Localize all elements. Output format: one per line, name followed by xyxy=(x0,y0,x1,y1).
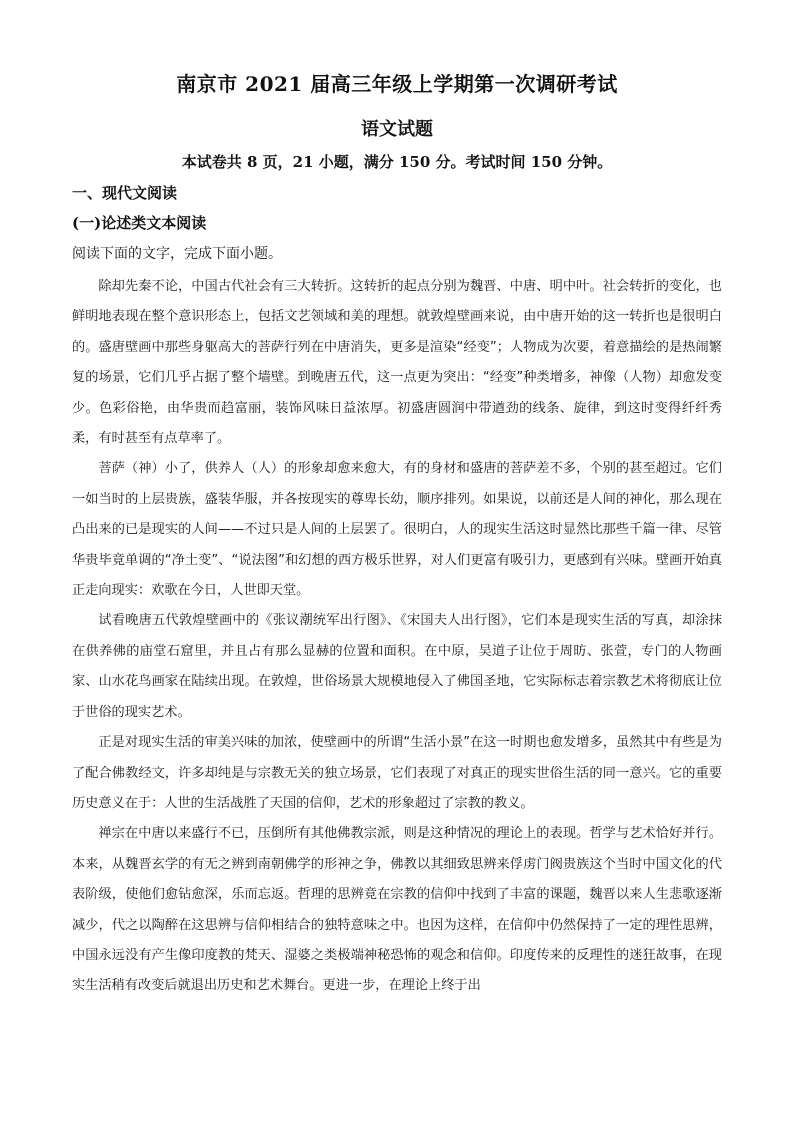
exam-subtitle: 语文试题 xyxy=(361,119,433,140)
paragraph: 除却先秦不论，中国古代社会有三大转折。这转折的起点分别为魏晋、中唐、明中叶。社会转折的变化，也鲜明地表现在整个意识形态上，包括文艺领域和美的理想。就敦煌壁画来说，由中唐开始的这一转折也是很明白的。盛唐壁画中那些身躯高大的菩萨行列在中唐消失，更多是渲染“经变”；人物成为次要，着意描绘的是热闹繁复的场景，它们几乎占据了整个墙壁。到晚唐五代，这一点更为突出：“经变”种类增多，神像（人物）却愈发变少。色彩俗艳，由华贵而趋富丽，装饰风味日益浓厚。初盛唐圆润中带遒劲的线条、旋律，到这时变得纤纤秀柔，有时甚至有点草率了。 xyxy=(72,279,722,447)
paragraph: 试看晚唐五代敦煌壁画中的《张议潮统军出行图》、《宋国夫人出行图》，它们本是现实生活的写真，却涂抹在供养佛的庙堂石窟里，并且占有那么显赫的位置和面积。在中原，吴道子让位于周昉、张萱，专门的人物画家、山水花鸟画家在陆续出现。在敦煌，世俗场景大规模地侵入了佛国圣地，它实际标志着宗教艺术将彻底让位于世俗的现实艺术。 xyxy=(72,613,722,720)
subsection-heading: (一)论述类文本阅读 xyxy=(72,214,207,232)
reading-instruction: 阅读下面的文字，完成下面小题。 xyxy=(72,246,282,262)
paragraph: 禅宗在中唐以来盛行不已，压倒所有其他佛教宗派，则是这种情况的理论上的表现。哲学与艺术恰好并行。本来，从魏晋玄学的有无之辨到南朝佛学的形神之争，佛教以其细致思辨来俘虏门阀贵族这个当时中国文化的代表阶级，使他们愈钻愈深，乐而忘返。哲理的思辨竟在宗教的信仰中找到了丰富的课题，魏晋以来人生悲歌逐渐减少，代之以陶醉在这思辨与信仰相结合的独特意味之中。也因为这样，在信仰中仍然保持了一定的理性思辨，中国永远没有产生像印度教的梵天、湿婆之类极端神秘恐怖的观念和信仰。印度传来的反理性的迷狂故事，在现实生活稍有改变后就退出历史和艺术舞台。更进一步，在理论上终于出 xyxy=(72,826,722,994)
reading-passage xyxy=(72,272,722,1002)
exam-info: 本试卷共 8 页，21 小题，满分 150 分。考试时间 150 分钟。 xyxy=(181,153,613,171)
paragraph: 正是对现实生活的审美兴味的加浓，使壁画中的所谓“生活小景”在这一时期也愈发增多，虽然其中有些是为了配合佛教经文，许多却纯是与宗教无关的独立场景，它们表现了对真正的现实世俗生活的同一意兴。它的重要历史意义在于：人世的生活战胜了天国的信仰，艺术的形象超过了宗教的教义。 xyxy=(72,735,722,811)
exam-title: 南京市 2021 届高三年级上学期第一次调研考试 xyxy=(176,72,618,96)
section-heading: 一、现代文阅读 xyxy=(72,184,178,202)
paragraph: 菩萨（神）小了，供养人（人）的形象却愈来愈大，有的身材和盛唐的菩萨差不多，个别的甚至超过。它们一如当时的上层贵族，盛装华服，并各按现实的尊卑长幼，顺序排列。如果说，以前还是人间的神化，那么现在凸出来的已是现实的人间——不过只是人间的上层罢了。很明白，人的现实生活这时显然比那些千篇一律、尽管华贵毕竟单调的“净土变”、“说法图”和幻想的西方极乐世界，对人们更富有吸引力，更感到有兴味。壁画开始真正走向现实：欢歌在今日，人世即天堂。 xyxy=(72,461,722,599)
